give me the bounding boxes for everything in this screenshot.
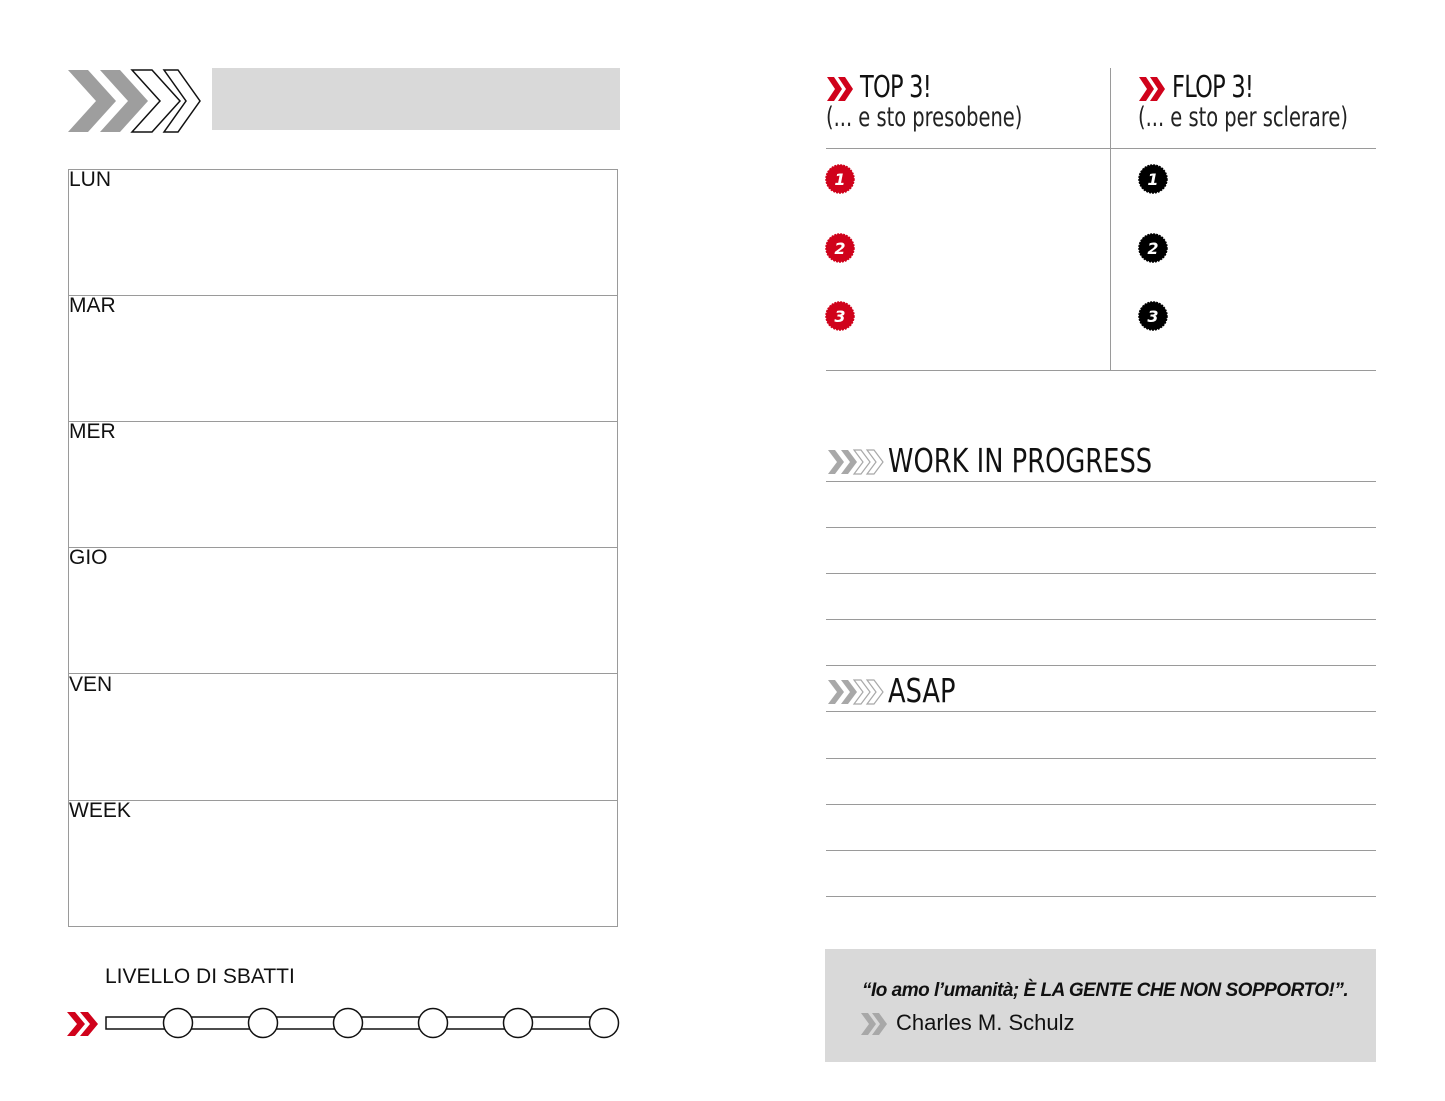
asap-line[interactable] bbox=[826, 804, 1376, 805]
week-chevrons-icon bbox=[66, 68, 206, 134]
flop-title: FLOP 3! bbox=[1172, 70, 1254, 105]
svg-text:1: 1 bbox=[834, 170, 846, 189]
day-label: WEEK bbox=[69, 799, 131, 822]
grey-chevrons-icon bbox=[827, 447, 885, 477]
asap-line[interactable] bbox=[826, 711, 1376, 712]
svg-text:2: 2 bbox=[834, 239, 846, 258]
svg-text:3: 3 bbox=[1147, 307, 1159, 326]
level-step-5[interactable] bbox=[504, 1009, 533, 1038]
flop-item-1-field[interactable] bbox=[1178, 160, 1374, 200]
day-label: VEN bbox=[69, 673, 113, 696]
flop-item-3-field[interactable] bbox=[1178, 296, 1374, 336]
day-row-ven[interactable] bbox=[69, 675, 617, 801]
wip-title: WORK IN PROGRESS bbox=[888, 441, 1153, 480]
flop-subtitle: (... e sto per sclerare) bbox=[1138, 102, 1348, 133]
day-label: GIO bbox=[69, 546, 108, 569]
red-chevron-icon bbox=[1138, 76, 1166, 102]
level-scale bbox=[100, 1000, 630, 1046]
asap-line[interactable] bbox=[826, 758, 1376, 759]
day-row-mer[interactable] bbox=[69, 422, 617, 548]
svg-text:1: 1 bbox=[1147, 170, 1159, 189]
flop-number-2-icon bbox=[1138, 233, 1168, 263]
day-label: MER bbox=[69, 420, 116, 443]
day-row-mar[interactable] bbox=[69, 296, 617, 422]
asap-line[interactable] bbox=[826, 896, 1376, 897]
top-subtitle: (... e sto presobene) bbox=[826, 102, 1023, 133]
level-step-1[interactable] bbox=[164, 1009, 193, 1038]
quote-box bbox=[825, 949, 1376, 1062]
asap-line[interactable] bbox=[826, 850, 1376, 851]
day-label: MAR bbox=[69, 294, 116, 317]
wip-line[interactable] bbox=[826, 527, 1376, 528]
day-row-lun[interactable] bbox=[69, 170, 617, 296]
day-row-gio[interactable] bbox=[69, 548, 617, 674]
level-step-6[interactable] bbox=[590, 1009, 619, 1038]
divider bbox=[1110, 68, 1111, 371]
wip-line[interactable] bbox=[826, 665, 1376, 666]
top-item-1-field[interactable] bbox=[866, 160, 1102, 200]
divider bbox=[826, 370, 1376, 371]
grey-chevrons-icon bbox=[827, 677, 885, 707]
wip-line[interactable] bbox=[826, 573, 1376, 574]
top-number-3-icon bbox=[825, 301, 855, 331]
svg-text:3: 3 bbox=[834, 307, 846, 326]
grey-chevrons-icon bbox=[860, 1012, 890, 1036]
top-item-3-field[interactable] bbox=[866, 296, 1102, 336]
week-title-field[interactable] bbox=[212, 68, 620, 130]
top-item-2-field[interactable] bbox=[866, 228, 1102, 268]
svg-text:2: 2 bbox=[1147, 239, 1159, 258]
asap-title: ASAP bbox=[888, 671, 956, 710]
top-number-1-icon bbox=[825, 164, 855, 194]
top-number-2-icon bbox=[825, 233, 855, 263]
red-chevron-icon bbox=[66, 1011, 100, 1037]
day-label: LUN bbox=[69, 168, 112, 191]
wip-line[interactable] bbox=[826, 619, 1376, 620]
flop-number-3-icon bbox=[1138, 301, 1168, 331]
level-step-2[interactable] bbox=[249, 1009, 278, 1038]
red-chevron-icon bbox=[826, 76, 854, 102]
level-title: LIVELLO DI SBATTI bbox=[105, 965, 295, 988]
flop-number-1-icon bbox=[1138, 164, 1168, 194]
week-days-box bbox=[68, 169, 618, 927]
level-step-4[interactable] bbox=[419, 1009, 448, 1038]
day-row-week[interactable] bbox=[69, 801, 617, 927]
top-title: TOP 3! bbox=[860, 70, 932, 105]
divider bbox=[826, 148, 1376, 149]
wip-line[interactable] bbox=[826, 481, 1376, 482]
level-step-3[interactable] bbox=[334, 1009, 363, 1038]
flop-item-2-field[interactable] bbox=[1178, 228, 1374, 268]
quote-author: Charles M. Schulz bbox=[896, 1010, 1075, 1035]
quote-text: “Io amo l’umanità; È LA GENTE CHE NON SOPPORTO!”. bbox=[862, 980, 1349, 1001]
